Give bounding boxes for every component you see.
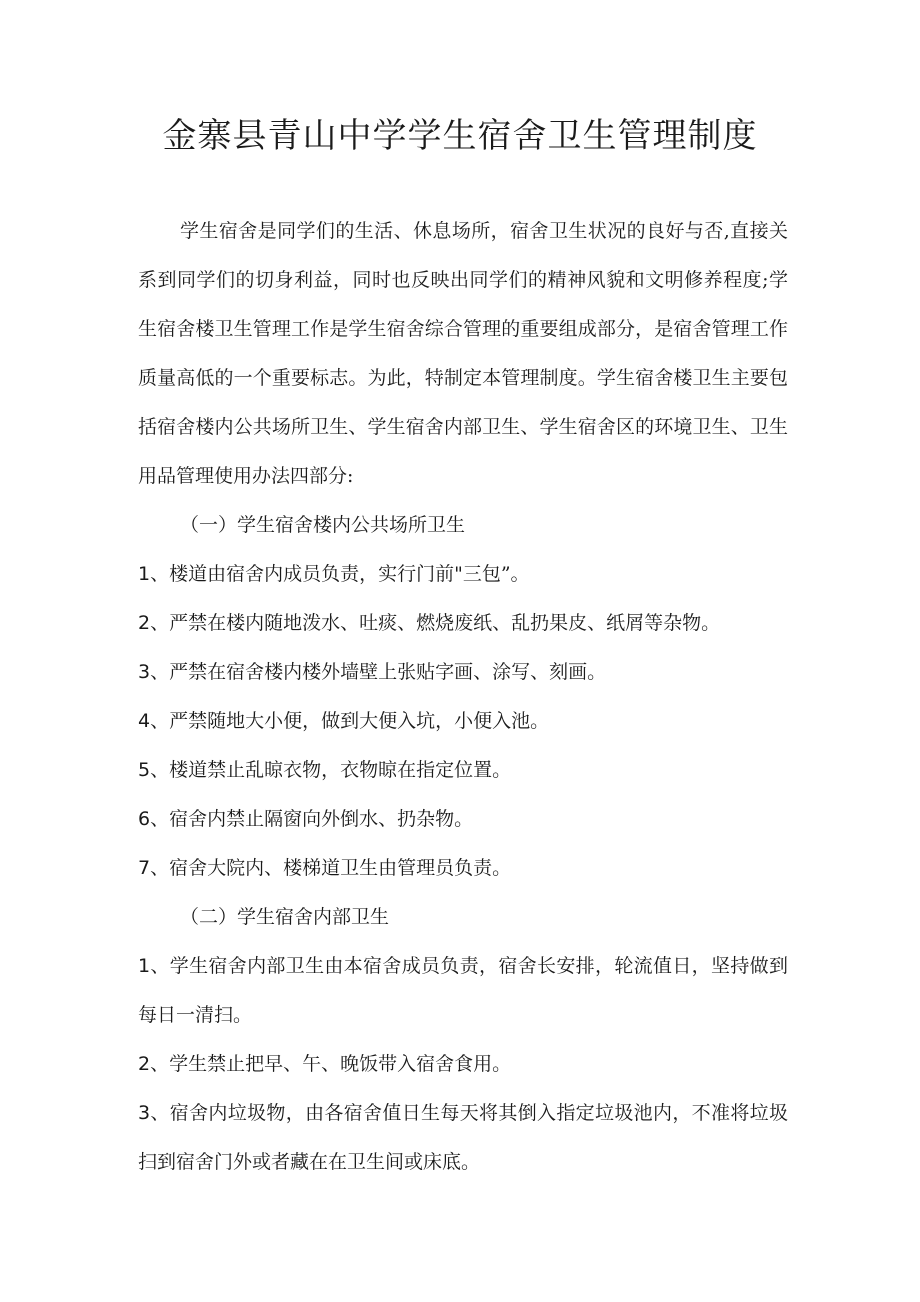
item-number: 1 (138, 955, 151, 977)
list-item (138, 942, 788, 1040)
list-item (138, 795, 788, 844)
list-item (138, 746, 788, 795)
item-text: 、学生宿舍内部卫生由本宿舍成员负责，宿舍长安排，轮流值日，坚持做到每日一清扫。 (138, 955, 788, 1026)
list-item (138, 844, 788, 893)
item-text: 、楼道由宿舍内成员负责，实行门前"三包”。 (150, 563, 530, 585)
item-text: 、宿舍内禁止隔窗向外倒水、扔杂物。 (150, 808, 474, 830)
item-text: 、宿舍内垃圾物，由各宿舍值日生每天将其倒入指定垃圾池内，不准将垃圾扫到宿舍门外或者藏在在卫生间或床底。 (138, 1102, 788, 1173)
item-number: 2 (138, 612, 151, 634)
item-text: 、楼道禁止乱晾衣物，衣物晾在指定位置。 (150, 759, 512, 781)
item-number: 3 (138, 661, 151, 683)
item-number: 6 (138, 808, 151, 830)
list-item (138, 1089, 788, 1187)
document-title: 金寨县青山中学学生宿舍卫生管理制度 (162, 116, 758, 156)
item-number: 2 (138, 1053, 151, 1075)
intro-paragraph: 学生宿舍是同学们的生活、休息场所，宿舍卫生状况的良好与否,直接关系到同学们的切身利益，同时也反映出同学们的精神风貌和文明修养程度;学生宿舍楼卫生管理工作是学生宿舍综合管理的重要组成部分，是宿舍管理工作质量高低的一个重要标志。为此，特制定本管理制度。学生宿舍楼卫生主要包括宿舍楼内公共场所卫生、学生宿舍内部卫生、学生宿舍区的环境卫生、卫生用品管理使用办法四部分: (138, 220, 788, 487)
list-item (138, 599, 788, 648)
item-number: 4 (138, 710, 151, 732)
list-item (138, 648, 788, 697)
section-heading-1: （一）学生宿舍楼内公共场所卫生 (180, 514, 466, 536)
list-item (138, 697, 788, 746)
item-text: 、宿舍大院内、楼梯道卫生由管理员负责。 (150, 857, 512, 879)
item-number: 5 (138, 759, 151, 781)
list-item (138, 1040, 788, 1089)
item-text: 、学生禁止把早、午、晚饭带入宿舍食用。 (150, 1053, 512, 1075)
item-number: 7 (138, 857, 151, 879)
list-item (138, 550, 788, 599)
item-text: 、严禁在楼内随地泼水、吐痰、燃烧废纸、乱扔果皮、纸屑等杂物。 (150, 612, 721, 634)
item-text: 、严禁随地大小便，做到大便入坑，小便入池。 (150, 710, 550, 732)
item-text: 、严禁在宿舍楼内楼外墙壁上张贴字画、涂写、刻画。 (150, 661, 607, 683)
item-number: 3 (138, 1102, 151, 1124)
section-heading-2: （二）学生宿舍内部卫生 (180, 906, 390, 928)
item-number: 1 (138, 563, 151, 585)
document-body (138, 207, 788, 1187)
